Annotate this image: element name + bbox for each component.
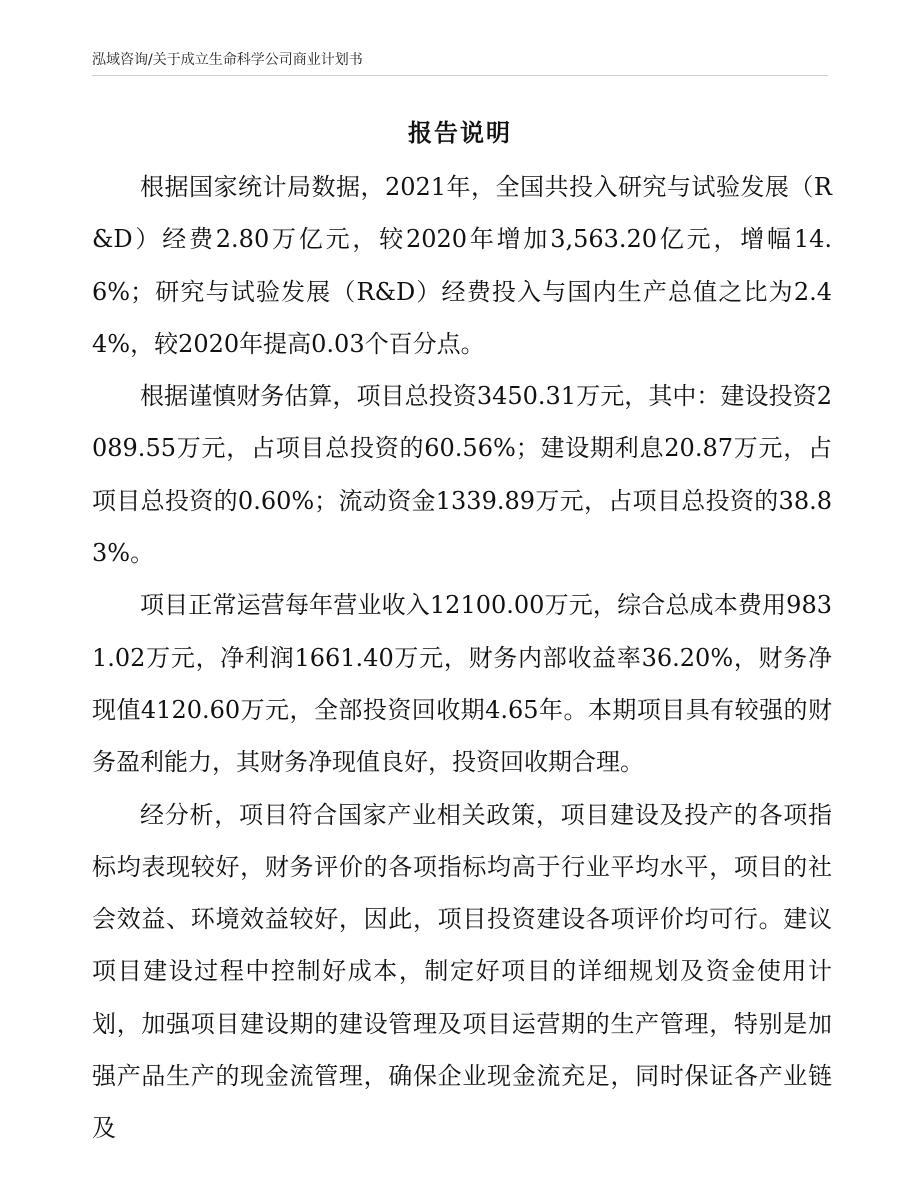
paragraph-analysis: 经分析，项目符合国家产业相关政策，项目建设及投产的各项指标均表现较好，财务评价的各项指标均高于行业平均水平，项目的社会效益、环境效益较好，因此，项目投资建设各项评价均可行。建议项目建设过程中控制好成本，制定好项目的详细规划及资金使用计划，加强项目建设期的建设管理及项目运营期的生产管理，特别是加强产品生产的现金流管理，确保企业现金流充足，同时保证各产业链及 (92, 800, 832, 1143)
page-header: 泓域咨询/关于成立生命科学公司商业计划书 (92, 52, 363, 68)
report-body (92, 161, 832, 1155)
header-divider (92, 75, 828, 76)
paragraph-investment: 根据谨慎财务估算，项目总投资3450.31万元，其中：建设投资2089.55万元，占项目总投资的60.56%；建设期利息20.87万元，占项目总投资的0.60%；流动资金1339.89万元，占项目总投资的38.83%。 (92, 382, 832, 568)
paragraph-financials: 项目正常运营每年营业收入12100.00万元，综合总成本费用9831.02万元，净利润1661.40万元，财务内部收益率36.20%，财务净现值4120.60万元，全部投资回收期4.65年。本期项目具有较强的财务盈利能力，其财务净现值良好，投资回收期合理。 (92, 591, 832, 777)
report-title: 报告说明 (408, 119, 512, 147)
paragraph-rd-funding: 根据国家统计局数据，2021年，全国共投入研究与试验发展（R&D）经费2.80万亿元，较2020年增加3,563.20亿元，增幅14.6%；研究与试验发展（R&D）经费投入与国内生产总值之比为2.44%，较2020年提高0.03个百分点。 (92, 173, 832, 358)
